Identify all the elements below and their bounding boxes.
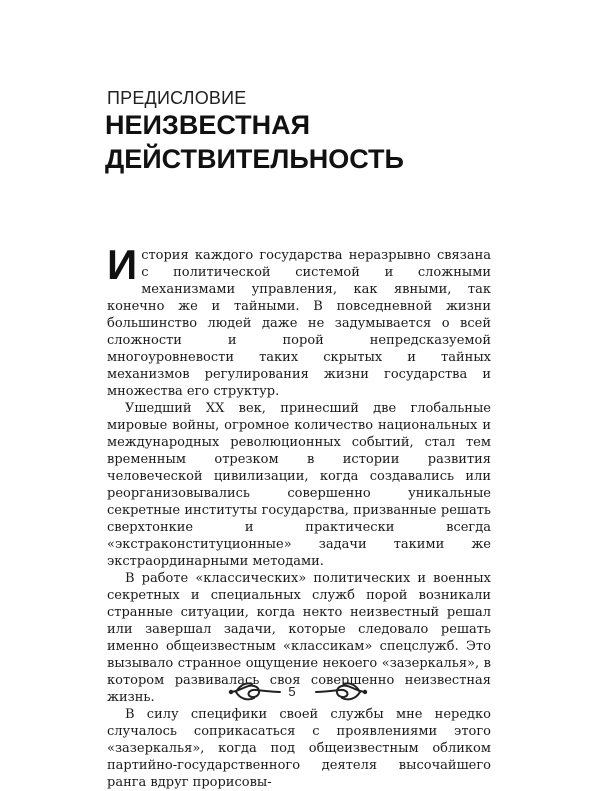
- chapter-title-line-2: ДЕЙСТВИТЕЛЬНОСТЬ: [105, 144, 404, 174]
- page-number: 5: [288, 684, 296, 699]
- paragraph-4: В силу специфики своей службы мне нередко случалось соприкасаться с проявлениями этого «зазеркалья», когда под общеизвестным обликом партийно-государственного деятеля высочайшего ранга вдруг прорисовы-: [107, 707, 491, 790]
- flourish-ornament-icon: [314, 679, 370, 705]
- drop-cap: И: [107, 241, 138, 288]
- paragraph-3: В работе «классических» политических и военных секретных и специальных служб порой возникали странные ситуации, когда некто неизвестный решал или завершал задачи, которые следовало решать именно общеизвестным «классикам» спецслужб. Это вызывало странное ощущение некоего «зазеркалья», в котором развивалась своя совершенно неизвестная жизнь.: [107, 571, 491, 705]
- chapter-title: [105, 108, 525, 176]
- paragraph-2: Ушедший XX век, принесший две глобальные мировые войны, огромное количество национальных и международных революционных событий, стал тем временным отрезком в истории развития человеческой цивилизации, когда создавались или реорганизовывались совершенно уникальные секретные институты государства, призванные решать сверхтонкие и практически всегда «экстраконституционные» задачи такими же экстраординарными методами.: [107, 401, 491, 569]
- chapter-title-line-1: НЕИЗВЕСТНАЯ: [105, 110, 311, 140]
- chapter-kicker: ПРЕДИСЛОВИЕ: [107, 88, 247, 108]
- flourish-ornament-icon: [226, 679, 282, 705]
- page-footer: [0, 676, 600, 712]
- paragraph-1: [107, 241, 491, 400]
- paragraph-1-text: стория каждого государства неразрывно связана с политической системой и сложными механизмами управления, как явными, так конечно же и тайными. В повседневной жизни большинство людей даже не задумывается о всей сложности и порой непредсказуемой многоуровневости таких скрытых и тайных механизмов регулирования жизни государства и множества его структур.: [107, 248, 491, 399]
